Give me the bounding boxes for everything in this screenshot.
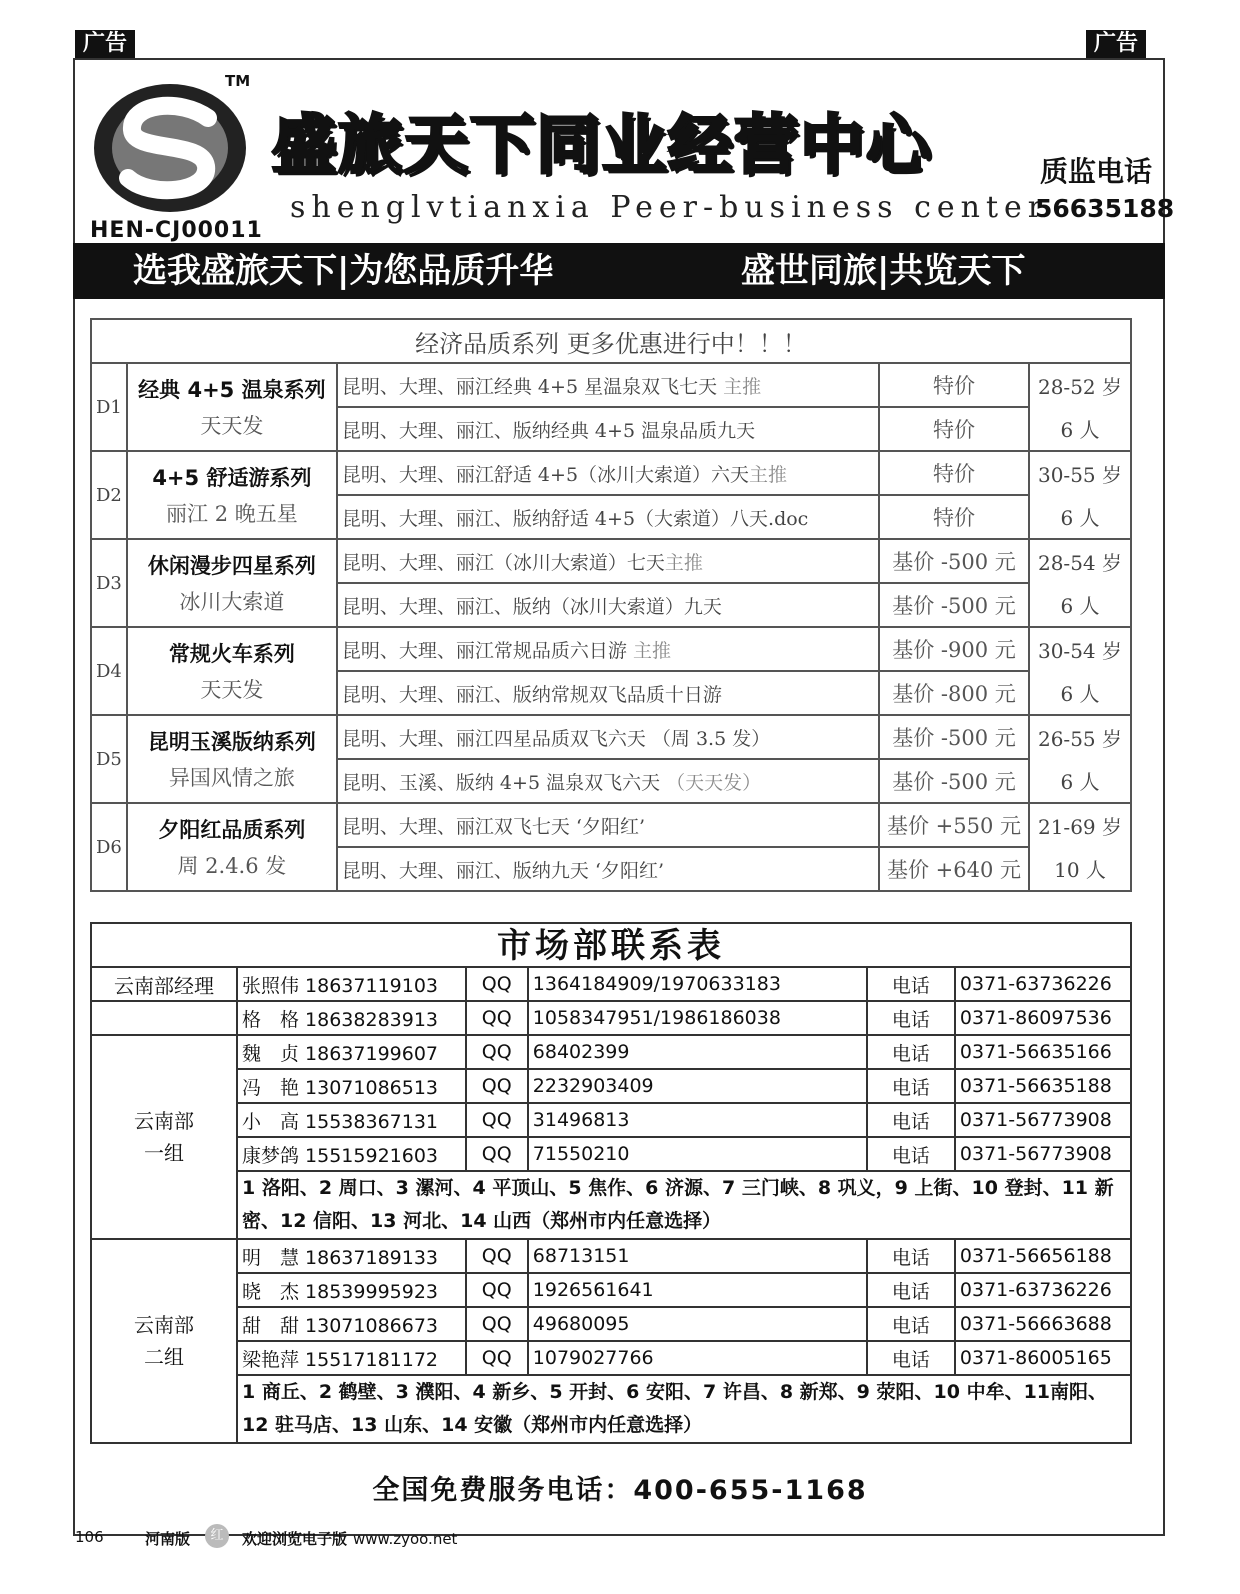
contact-tel: 0371-56635166 bbox=[955, 1035, 1131, 1069]
series-sub: 冰川大索道 bbox=[179, 590, 285, 614]
tel-label: 电话 bbox=[867, 1137, 955, 1171]
contact-qq: 1058347951/1986186038 bbox=[528, 1001, 867, 1035]
age-range: 21-69 岁 bbox=[1037, 815, 1122, 839]
group-label bbox=[91, 1239, 237, 1443]
contact-row bbox=[91, 1273, 1131, 1307]
contact-qq: 2232903409 bbox=[528, 1069, 867, 1103]
contact-qq: 1926561641 bbox=[528, 1273, 867, 1307]
contact-tel: 0371-86097536 bbox=[955, 1001, 1131, 1035]
group-label bbox=[91, 1035, 237, 1239]
route-cell bbox=[337, 715, 879, 759]
contact-qq: 71550210 bbox=[528, 1137, 867, 1171]
price-cell: 特价 bbox=[879, 363, 1029, 407]
series-name bbox=[127, 451, 337, 539]
contact-row bbox=[91, 1103, 1131, 1137]
contact-tel: 0371-56663688 bbox=[955, 1307, 1131, 1341]
price-cell: 基价 +550 元 bbox=[879, 803, 1029, 847]
price-cell: 特价 bbox=[879, 495, 1029, 539]
contact-name: 梁艳萍 15517181172 bbox=[237, 1341, 466, 1375]
qq-label: QQ bbox=[466, 1307, 528, 1341]
product-row bbox=[91, 539, 1131, 583]
contact-tel: 0371-86005165 bbox=[955, 1341, 1131, 1375]
route-text: 昆明、大理、丽江四星品质双飞六天 （周 3.5 发） bbox=[341, 727, 771, 750]
product-row bbox=[91, 363, 1131, 407]
price-cell: 基价 -500 元 bbox=[879, 715, 1029, 759]
price-cell: 基价 -900 元 bbox=[879, 627, 1029, 671]
series-title: 夕阳红品质系列 bbox=[158, 818, 306, 842]
route-cell bbox=[337, 539, 879, 583]
tel-label: 电话 bbox=[867, 1069, 955, 1103]
route-text: 昆明、大理、丽江舒适 4+5（冰川大索道）六天 bbox=[341, 463, 750, 486]
series-name bbox=[127, 363, 337, 451]
age-range: 30-55 岁 bbox=[1037, 463, 1122, 487]
route-text: 昆明、大理、丽江、版纳舒适 4+5（大索道）八天.doc bbox=[341, 507, 809, 530]
route-text: 昆明、玉溪、版纳 4+5 温泉双飞六天 bbox=[341, 771, 667, 794]
route-cell bbox=[337, 363, 879, 407]
tel-label: 电话 bbox=[867, 1103, 955, 1137]
tel-label: 电话 bbox=[867, 1341, 955, 1375]
contact-qq: 49680095 bbox=[528, 1307, 867, 1341]
contacts-table bbox=[90, 966, 1132, 1444]
product-row bbox=[91, 715, 1131, 759]
age-cell bbox=[1029, 363, 1131, 451]
contact-name: 小 高 15538367131 bbox=[237, 1103, 466, 1137]
group1-cities-row bbox=[91, 1171, 1131, 1239]
product-table bbox=[90, 318, 1132, 892]
contact-qq: 31496813 bbox=[528, 1103, 867, 1137]
site-link[interactable]: www.zyoo.net bbox=[353, 1530, 458, 1548]
group-label-text: 云南部 一组 bbox=[134, 1109, 194, 1165]
route-text: 昆明、大理、丽江、版纳九天 ‘夕阳红’ bbox=[341, 859, 665, 882]
slogan-right: 盛世同旅|共览天下 bbox=[741, 251, 1026, 291]
contact-qq: 1364184909/1970633183 bbox=[528, 967, 867, 1001]
brand-subtitle: shenglvtianxia Peer-business center bbox=[290, 190, 1049, 225]
qq-label: QQ bbox=[466, 1069, 528, 1103]
contact-tel: 0371-63736226 bbox=[955, 967, 1131, 1001]
route-text: 昆明、大理、丽江、版纳（冰川大索道）九天 bbox=[341, 595, 722, 618]
welcome-label: 欢迎浏览电子版 bbox=[242, 1530, 348, 1548]
series-sub: 天天发 bbox=[200, 678, 264, 702]
price-cell: 基价 -500 元 bbox=[879, 759, 1029, 803]
series-name bbox=[127, 627, 337, 715]
welcome-text bbox=[242, 1528, 457, 1549]
contact-row bbox=[91, 1035, 1131, 1069]
tel-label: 电话 bbox=[867, 1035, 955, 1069]
series-code: D1 bbox=[91, 363, 127, 451]
slogan-bar bbox=[73, 243, 1165, 299]
license-code: HEN-CJ00011 bbox=[90, 218, 263, 243]
product-table-header: 经济品质系列 更多优惠进行中！！！ bbox=[91, 319, 1131, 363]
route-text: 昆明、大理、丽江、版纳常规双飞品质十日游 bbox=[341, 683, 722, 706]
slogan-left: 选我盛旅天下|为您品质升华 bbox=[133, 251, 554, 291]
route-cell bbox=[337, 583, 879, 627]
series-sub: 异国风情之旅 bbox=[168, 766, 295, 790]
trademark: TM bbox=[225, 72, 251, 90]
series-title: 常规火车系列 bbox=[168, 642, 295, 666]
contact-tel: 0371-56635188 bbox=[955, 1069, 1131, 1103]
contact-row bbox=[91, 1001, 1131, 1035]
route-tag: （天天发） bbox=[666, 771, 762, 794]
age-range: 28-52 岁 bbox=[1037, 375, 1122, 399]
route-text: 昆明、大理、丽江双飞七天 ‘夕阳红’ bbox=[341, 815, 646, 838]
series-code: D4 bbox=[91, 627, 127, 715]
age-cell bbox=[1029, 451, 1131, 539]
group2-cities-row bbox=[91, 1375, 1131, 1443]
route-tag: 主推 bbox=[749, 463, 788, 486]
price-cell: 基价 -500 元 bbox=[879, 583, 1029, 627]
contact-name: 格 格 18638283913 bbox=[237, 1001, 466, 1035]
group-label-text: 云南部 二组 bbox=[134, 1313, 194, 1369]
route-cell bbox=[337, 847, 879, 891]
qq-label: QQ bbox=[466, 1137, 528, 1171]
age-range: 30-54 岁 bbox=[1037, 639, 1122, 663]
group-size: 6 人 bbox=[1060, 506, 1100, 530]
contact-tel: 0371-56773908 bbox=[955, 1103, 1131, 1137]
qq-label: QQ bbox=[466, 1273, 528, 1307]
age-cell bbox=[1029, 627, 1131, 715]
age-cell bbox=[1029, 539, 1131, 627]
route-cell bbox=[337, 407, 879, 451]
edition-badge: 红 bbox=[205, 1524, 229, 1548]
route-text: 昆明、大理、丽江常规品质六日游 bbox=[341, 639, 633, 662]
series-title: 休闲漫步四星系列 bbox=[147, 554, 316, 578]
tel-label: 电话 bbox=[867, 1239, 955, 1273]
series-code: D3 bbox=[91, 539, 127, 627]
route-cell bbox=[337, 671, 879, 715]
series-sub: 天天发 bbox=[200, 414, 264, 438]
brand-title: 盛旅天下同业经营中心 bbox=[272, 109, 932, 183]
contacts-title: 市场部联系表 bbox=[90, 922, 1132, 966]
series-code: D6 bbox=[91, 803, 127, 891]
brand-logo-icon bbox=[90, 78, 250, 218]
series-name bbox=[127, 715, 337, 803]
product-row bbox=[91, 803, 1131, 847]
route-cell bbox=[337, 495, 879, 539]
footer bbox=[75, 1528, 458, 1548]
route-cell bbox=[337, 451, 879, 495]
tel-label: 电话 bbox=[867, 1307, 955, 1341]
contact-row bbox=[91, 1069, 1131, 1103]
age-range: 28-54 岁 bbox=[1037, 551, 1122, 575]
route-tag: 主推 bbox=[723, 375, 762, 398]
group-size: 10 人 bbox=[1054, 858, 1106, 882]
contact-name: 魏 贞 18637199607 bbox=[237, 1035, 466, 1069]
series-title: 昆明玉溪版纳系列 bbox=[147, 730, 316, 754]
series-name bbox=[127, 803, 337, 891]
tel-label: 电话 bbox=[867, 967, 955, 1001]
route-cell bbox=[337, 803, 879, 847]
age-cell bbox=[1029, 715, 1131, 803]
group-size: 6 人 bbox=[1060, 682, 1100, 706]
series-title: 4+5 舒适游系列 bbox=[152, 466, 312, 490]
contact-name: 张照伟 18637119103 bbox=[237, 967, 466, 1001]
qq-label: QQ bbox=[466, 967, 528, 1001]
age-cell bbox=[1029, 803, 1131, 891]
product-row bbox=[91, 627, 1131, 671]
contact-tel: 0371-63736226 bbox=[955, 1273, 1131, 1307]
price-cell: 特价 bbox=[879, 451, 1029, 495]
contact-row bbox=[91, 1137, 1131, 1171]
group-size: 6 人 bbox=[1060, 594, 1100, 618]
price-cell: 特价 bbox=[879, 407, 1029, 451]
series-title: 经典 4+5 温泉系列 bbox=[138, 378, 326, 402]
group-size: 6 人 bbox=[1060, 770, 1100, 794]
series-code: D5 bbox=[91, 715, 127, 803]
ad-tag-right: 广告 bbox=[1086, 30, 1146, 58]
qq-label: QQ bbox=[466, 1035, 528, 1069]
price-cell: 基价 -500 元 bbox=[879, 539, 1029, 583]
contact-name: 康梦鸽 15515921603 bbox=[237, 1137, 466, 1171]
contact-row bbox=[91, 1341, 1131, 1375]
tel-label: 电话 bbox=[867, 1273, 955, 1307]
series-code: D2 bbox=[91, 451, 127, 539]
ad-tag-left: 广告 bbox=[75, 30, 135, 58]
route-cell bbox=[337, 627, 879, 671]
series-sub: 丽江 2 晚五星 bbox=[166, 502, 298, 526]
route-tag: 主推 bbox=[632, 639, 671, 662]
group-size: 6 人 bbox=[1060, 418, 1100, 442]
quality-label: 质监电话 bbox=[1040, 155, 1153, 188]
route-cell bbox=[337, 759, 879, 803]
quality-phone: 56635188 bbox=[1035, 194, 1175, 223]
price-cell: 基价 -800 元 bbox=[879, 671, 1029, 715]
group2-cities: 1 商丘、2 鹤壁、3 濮阳、4 新乡、5 开封、6 安阳、7 许昌、8 新郑、9 荥阳、10 中牟、11南阳、12 驻马店、13 山东、14 安徽（郑州市内任意选择） bbox=[237, 1375, 1131, 1443]
series-name bbox=[127, 539, 337, 627]
hotline: 全国免费服务电话：400-655-1168 bbox=[372, 1475, 868, 1506]
route-text: 昆明、大理、丽江（冰川大索道）七天 bbox=[341, 551, 665, 574]
contact-name: 甜 甜 13071086673 bbox=[237, 1307, 466, 1341]
contact-row bbox=[91, 1239, 1131, 1273]
manager-label-blank bbox=[91, 1001, 237, 1035]
qq-label: QQ bbox=[466, 1341, 528, 1375]
contact-tel: 0371-56773908 bbox=[955, 1137, 1131, 1171]
contact-qq: 1079027766 bbox=[528, 1341, 867, 1375]
contact-name: 冯 艳 13071086513 bbox=[237, 1069, 466, 1103]
age-range: 26-55 岁 bbox=[1037, 727, 1122, 751]
contact-qq: 68713151 bbox=[528, 1239, 867, 1273]
manager-label: 云南部经理 bbox=[91, 967, 237, 1001]
price-cell: 基价 +640 元 bbox=[879, 847, 1029, 891]
tel-label: 电话 bbox=[867, 1001, 955, 1035]
edition: 河南版 bbox=[145, 1530, 191, 1548]
group1-cities: 1 洛阳、2 周口、3 漯河、4 平顶山、5 焦作、6 济源、7 三门峡、8 巩义，9 上街、10 登封、11 新密、12 信阳、13 河北、14 山西（郑州市内任意选择） bbox=[237, 1171, 1131, 1239]
page-number: 106 bbox=[75, 1528, 104, 1546]
contact-tel: 0371-56656188 bbox=[955, 1239, 1131, 1273]
route-text: 昆明、大理、丽江、版纳经典 4+5 温泉品质九天 bbox=[341, 419, 756, 442]
contact-name: 明 慧 18637189133 bbox=[237, 1239, 466, 1273]
product-row bbox=[91, 451, 1131, 495]
qq-label: QQ bbox=[466, 1103, 528, 1137]
contact-row bbox=[91, 967, 1131, 1001]
series-sub: 周 2.4.6 发 bbox=[177, 854, 287, 878]
contact-qq: 68402399 bbox=[528, 1035, 867, 1069]
contact-row bbox=[91, 1307, 1131, 1341]
qq-label: QQ bbox=[466, 1001, 528, 1035]
qq-label: QQ bbox=[466, 1239, 528, 1273]
route-tag: 主推 bbox=[664, 551, 703, 574]
route-text: 昆明、大理、丽江经典 4+5 星温泉双飞七天 bbox=[341, 375, 724, 398]
contact-name: 晓 杰 18539995923 bbox=[237, 1273, 466, 1307]
